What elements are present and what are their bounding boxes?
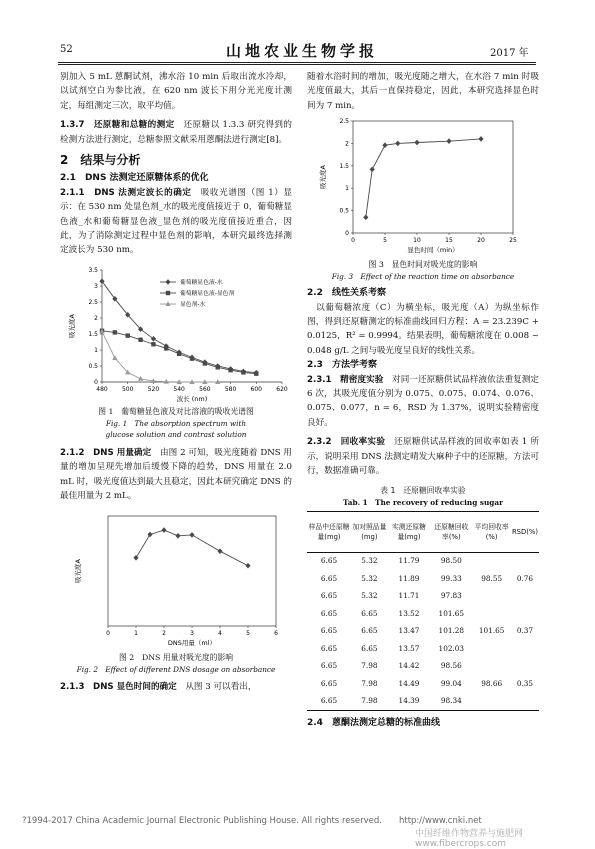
x-tick-label: 0 bbox=[106, 629, 110, 637]
data-point bbox=[363, 215, 368, 221]
data-point bbox=[177, 352, 181, 356]
paragraph bbox=[307, 435, 539, 478]
table-cell: 7.98 bbox=[361, 661, 378, 671]
data-point bbox=[190, 356, 194, 360]
paragraph: 以葡萄糖浓度（C）为横坐标，吸光度（A）为纵坐标作图，得到还原糖测定的标准曲线回归方程：A = 23.239C + 0.0125，R² = 0.9994。结果表明，葡萄糖浓度在 0.008 ~ 0.048 g/L 之间与吸光度呈良好的线性关系。 bbox=[307, 302, 539, 356]
table-cell: 97.83 bbox=[440, 591, 462, 601]
subsection-heading: 2.1.1 DNS 法测定波长的确定 bbox=[60, 187, 192, 198]
table-cell: 6.65 bbox=[361, 608, 378, 618]
table-header-cell: 实测还原糖量(mg) bbox=[388, 511, 430, 552]
paragraph: 随着水浴时间的增加，吸光度随之增大，在水浴 7 min 时吸光度值最大，其后一直保持稳定，因此，本研究选择显色时间为 7 min。 bbox=[307, 72, 539, 111]
data-point bbox=[113, 330, 117, 334]
table-cell: 14.42 bbox=[398, 661, 420, 671]
table-cell bbox=[472, 588, 511, 606]
data-point bbox=[203, 361, 207, 365]
table-row bbox=[307, 693, 539, 711]
paragraph: 别加入 5 mL 蒽酮试剂，沸水浴 10 min 后取出流水冷却，以试剂空白为参比液，在 620 nm 波长下用分光光度计测定，每组测定三次，取平均值。 bbox=[60, 72, 292, 111]
paragraph-text: 由图 2 可知，吸光度随着 DNS 用量的增加呈现先增加后缓慢下降的趋势，DNS 用量在 2.0 mL 时，吸光度值达到最大且稳定，因此本研究确定 DNS 的最佳用量为 2 mL。 bbox=[60, 447, 292, 502]
x-tick-label: 0 bbox=[351, 237, 355, 245]
table-cell: 0.76 bbox=[516, 573, 534, 583]
table-cell bbox=[511, 552, 539, 570]
table-header-cell: 平均回收率(%) bbox=[472, 511, 511, 552]
table-cell: 102.03 bbox=[438, 643, 465, 653]
paragraph bbox=[60, 446, 292, 504]
table-cell: 6.65 bbox=[320, 661, 338, 671]
x-tick-label: 5 bbox=[383, 237, 387, 245]
table-cell: 5.32 bbox=[361, 556, 378, 566]
table-row bbox=[307, 623, 539, 641]
paragraph-text: 还原糖以 1.3.3 研究得到的检测方法进行测定，总糖参照文献采用蒽酮法进行测定[8]。 bbox=[60, 120, 292, 145]
y-tick-label: 2 bbox=[94, 314, 98, 322]
x-tick-label: 520 bbox=[147, 385, 160, 393]
table-cell: 6.65 bbox=[361, 626, 378, 636]
right-column bbox=[307, 70, 539, 730]
table-cell: 99.04 bbox=[440, 678, 462, 688]
year-label: 2017 年 bbox=[490, 48, 529, 59]
table-cell: 5.32 bbox=[361, 591, 378, 601]
figure-3-caption-en: Fig. 3 Effect of the reaction time on absorbance bbox=[331, 272, 515, 282]
table-cell: 6.65 bbox=[320, 678, 338, 688]
table-cell: 101.28 bbox=[438, 626, 465, 636]
data-point bbox=[133, 555, 138, 561]
y-tick-label: 3.5 bbox=[88, 266, 98, 274]
page-number: 52 bbox=[60, 44, 73, 55]
data-point bbox=[189, 532, 194, 538]
x-tick-label: 600 bbox=[250, 385, 263, 393]
recovery-table bbox=[307, 511, 539, 712]
subsection-heading: 2.2 线性关系考察 bbox=[307, 288, 386, 299]
paragraph-text: 还原糖供试品样液的回收率如表 1 所示，说明采用 DNS 法测定晴发大麻种子中的还原糖，方法可行，数据准确可靠。 bbox=[307, 437, 540, 477]
y-tick-label: 1.5 bbox=[88, 330, 98, 338]
table-cell bbox=[511, 588, 539, 606]
table-row bbox=[307, 588, 539, 606]
x-tick-label: 25 bbox=[509, 237, 517, 245]
paragraph bbox=[307, 373, 539, 431]
watermark-text: 中国纤维作物营养与施肥网 www.fibercrops.com bbox=[415, 829, 524, 849]
y-tick-label: 0.5 bbox=[88, 362, 98, 370]
figure-3-caption: 图 3 显色时间对吸光度的影响 bbox=[368, 260, 478, 270]
table-cell: 13.52 bbox=[398, 608, 420, 618]
table-cell: 6.65 bbox=[320, 556, 338, 566]
y-tick-label: 2 bbox=[345, 140, 349, 148]
left-column bbox=[60, 70, 292, 694]
y-tick-label: 2.5 bbox=[88, 298, 98, 306]
series-line bbox=[102, 331, 218, 382]
subsection-heading: 2.3 方法学考察 bbox=[307, 360, 377, 371]
table-cell: 98.50 bbox=[440, 556, 462, 566]
header-rule bbox=[58, 62, 536, 63]
x-axis-label: DNS用量（ml） bbox=[167, 638, 217, 647]
table-cell: 6.65 bbox=[361, 643, 378, 653]
x-tick-label: 3 bbox=[190, 629, 194, 637]
table-cell bbox=[472, 552, 511, 570]
table-cell: 99.33 bbox=[440, 573, 462, 583]
table-cell bbox=[472, 693, 511, 711]
table-cell: 5.32 bbox=[361, 573, 378, 583]
data-point bbox=[161, 527, 166, 533]
x-tick-label: 480 bbox=[96, 385, 108, 393]
paragraph-text: 对同一还原糖供试品样液依法重复测定 6 次，其吸光度值分别为 0.075、0.075、0.074、0.076、0.075、0.077，n = 6，RSD 为 1.37%，说明实验精密度良好。 bbox=[307, 374, 539, 428]
data-point bbox=[126, 333, 130, 337]
section-heading: 2 结果与分析 bbox=[60, 153, 141, 168]
table-row bbox=[307, 570, 539, 588]
paragraph-text: 吸收光谱图（图 1）显示：在 530 nm 处显色剂_水的吸光度值接近于 0，葡萄糖显色液_水和葡萄糖显色液_显色剂的吸光度值接近重合，因此，为了消除测定过程中显色剂的影响，本研究最终选择测定波长为 530 nm。 bbox=[60, 187, 292, 256]
table-cell: 13.47 bbox=[398, 626, 420, 636]
data-point bbox=[138, 376, 143, 381]
table-cell: 7.98 bbox=[351, 693, 388, 711]
paragraph bbox=[60, 118, 292, 147]
figure-2-chart bbox=[60, 510, 292, 652]
table-row bbox=[307, 552, 539, 570]
x-tick-label: 6 bbox=[274, 629, 278, 637]
table-cell: 11.71 bbox=[398, 591, 420, 601]
legend-label: 显色剂-水 bbox=[180, 301, 206, 308]
x-tick-label: 15 bbox=[445, 237, 453, 245]
table-cell bbox=[511, 693, 539, 711]
subsection-heading: 2.1 DNS 法测定还原糖体系的优化 bbox=[60, 173, 209, 184]
y-tick-label: 1.5 bbox=[339, 163, 349, 171]
table-cell bbox=[511, 640, 539, 658]
data-point bbox=[151, 336, 156, 342]
subsection-heading: 2.3.2 回收率实验 bbox=[307, 437, 386, 448]
table-cell: 11.79 bbox=[398, 556, 420, 566]
legend-label: 葡萄糖显色液-显色剂 bbox=[180, 290, 235, 297]
table-cell: 101.65 bbox=[478, 626, 505, 636]
x-tick-label: 4 bbox=[218, 629, 222, 637]
paragraph bbox=[60, 680, 292, 694]
table-row bbox=[307, 640, 539, 658]
table-header-cell: RSD(%) bbox=[511, 511, 539, 552]
figure-1-caption-en: Fig. 1 The absorption spectrum with bbox=[105, 418, 247, 428]
legend-label: 葡萄糖显色液-水 bbox=[180, 279, 223, 286]
table-cell: 98.34 bbox=[430, 693, 472, 711]
data-point bbox=[370, 167, 375, 173]
y-tick-label: 0.5 bbox=[339, 207, 349, 215]
data-point bbox=[217, 548, 222, 554]
y-axis-label: 吸光度A bbox=[68, 313, 76, 338]
data-point bbox=[241, 370, 245, 374]
subsection-heading: 2.1.2 DNS 用量确定 bbox=[60, 447, 152, 458]
x-tick-label: 10 bbox=[413, 237, 421, 245]
table-cell: 6.65 bbox=[320, 608, 338, 618]
x-tick-label: 580 bbox=[224, 385, 237, 393]
data-point bbox=[166, 291, 170, 295]
table-cell bbox=[472, 605, 511, 623]
y-tick-label: 2.5 bbox=[339, 118, 349, 126]
data-point bbox=[216, 365, 220, 369]
x-tick-label: 2 bbox=[162, 629, 166, 637]
subsection-heading: 2.1.3 DNS 显色时间的确定 bbox=[60, 681, 177, 692]
table-header-cell: 加对照品量(mg) bbox=[351, 511, 388, 552]
data-point bbox=[228, 368, 232, 372]
table-header-cell: 样品中还原糖量(mg) bbox=[307, 511, 351, 552]
series-line bbox=[366, 139, 481, 217]
copyright-footer: ?1994-2017 China Academic Journal Electronic Publishing House. All rights reserved. http://www.cnki.net bbox=[22, 816, 482, 826]
subsection-heading: 1.3.7 还原糖和总糖的测定 bbox=[60, 120, 175, 131]
table-header-row bbox=[307, 511, 539, 552]
table-cell: 98.66 bbox=[481, 678, 503, 688]
x-tick-label: 5 bbox=[246, 629, 250, 637]
table-header-cell: 还原糖回收率(%) bbox=[430, 511, 472, 552]
table-cell bbox=[511, 605, 539, 623]
table-row bbox=[307, 605, 539, 623]
data-point bbox=[138, 337, 142, 341]
data-point bbox=[151, 342, 155, 346]
data-point bbox=[147, 531, 152, 537]
data-point bbox=[414, 140, 419, 146]
x-tick-label: 1 bbox=[134, 629, 138, 637]
y-tick-label: 0 bbox=[94, 378, 98, 386]
data-point bbox=[245, 562, 250, 568]
figure-2-caption: 图 2 DNS 用量对吸光度的影响 bbox=[118, 652, 234, 662]
data-point bbox=[164, 346, 168, 350]
y-tick-label: 0 bbox=[345, 230, 349, 238]
x-tick-label: 500 bbox=[121, 385, 134, 393]
data-point bbox=[112, 355, 117, 360]
table-cell: 6.65 bbox=[320, 573, 338, 583]
data-point bbox=[446, 139, 451, 145]
table-cell: 6.65 bbox=[307, 693, 351, 711]
table-cell bbox=[472, 658, 511, 676]
table-cell bbox=[511, 658, 539, 676]
y-tick-label: 3 bbox=[94, 282, 98, 290]
table-cell: 6.65 bbox=[320, 626, 338, 636]
data-point bbox=[382, 143, 387, 149]
x-axis-label: 波长 (nm) bbox=[176, 394, 208, 403]
x-tick-label: 540 bbox=[173, 385, 185, 393]
data-point bbox=[395, 141, 400, 147]
table-cell: 101.65 bbox=[438, 608, 465, 618]
figure-1-caption-en: glucose solution and contrast solution bbox=[105, 429, 247, 439]
table-1-title: 表 1 还原糖回收率实验 bbox=[380, 485, 466, 495]
data-point bbox=[254, 371, 258, 375]
table-cell: 13.57 bbox=[398, 643, 420, 653]
table-cell: 98.55 bbox=[481, 573, 503, 583]
plot-frame bbox=[353, 121, 513, 233]
table-cell: 6.65 bbox=[320, 643, 338, 653]
table-cell: 11.89 bbox=[398, 573, 420, 583]
data-point bbox=[165, 279, 170, 285]
table-cell: 7.98 bbox=[361, 678, 378, 688]
figure-1-caption: 图 1 葡萄糖显色液及对比溶液的吸收光谱图 bbox=[98, 406, 254, 416]
figure-2-caption-en: Fig. 2 Effect of different DNS dosage on absorbance bbox=[76, 664, 276, 674]
data-point bbox=[175, 533, 180, 539]
y-tick-label: 1 bbox=[94, 346, 98, 354]
y-axis-label: 吸光度A bbox=[74, 558, 82, 583]
table-cell: 14.49 bbox=[398, 678, 420, 688]
figure-1-chart bbox=[60, 264, 292, 406]
table-row bbox=[307, 658, 539, 676]
paragraph bbox=[60, 186, 292, 258]
figure-3-chart bbox=[307, 117, 539, 259]
table-cell: 14.39 bbox=[388, 693, 430, 711]
y-axis-label: 吸光度A bbox=[319, 165, 327, 190]
paragraph-text: 从图 3 可以看出， bbox=[176, 681, 257, 692]
x-tick-label: 620 bbox=[276, 385, 288, 393]
table-row bbox=[307, 675, 539, 693]
table-1-title-en: Tab. 1 The recovery of reducing sugar bbox=[343, 497, 503, 507]
header-rule-thin bbox=[58, 64, 536, 65]
table-cell: 0.35 bbox=[516, 678, 534, 688]
journal-title: 山地农业生物学报 bbox=[226, 42, 379, 60]
subsection-heading: 2.4 蒽酮法测定总糖的标准曲线 bbox=[307, 718, 440, 728]
y-tick-label: 1 bbox=[345, 185, 349, 193]
table-cell bbox=[472, 640, 511, 658]
x-tick-label: 20 bbox=[477, 237, 485, 245]
table-cell: 0.37 bbox=[516, 626, 534, 636]
table-cell: 6.65 bbox=[320, 591, 338, 601]
subsection-heading: 2.3.1 精密度实验 bbox=[307, 374, 384, 385]
table-body bbox=[307, 552, 539, 711]
x-tick-label: 560 bbox=[199, 385, 211, 393]
x-axis-label: 显色时间（min） bbox=[407, 246, 459, 255]
table-cell: 98.56 bbox=[440, 661, 462, 671]
data-point bbox=[478, 136, 483, 142]
